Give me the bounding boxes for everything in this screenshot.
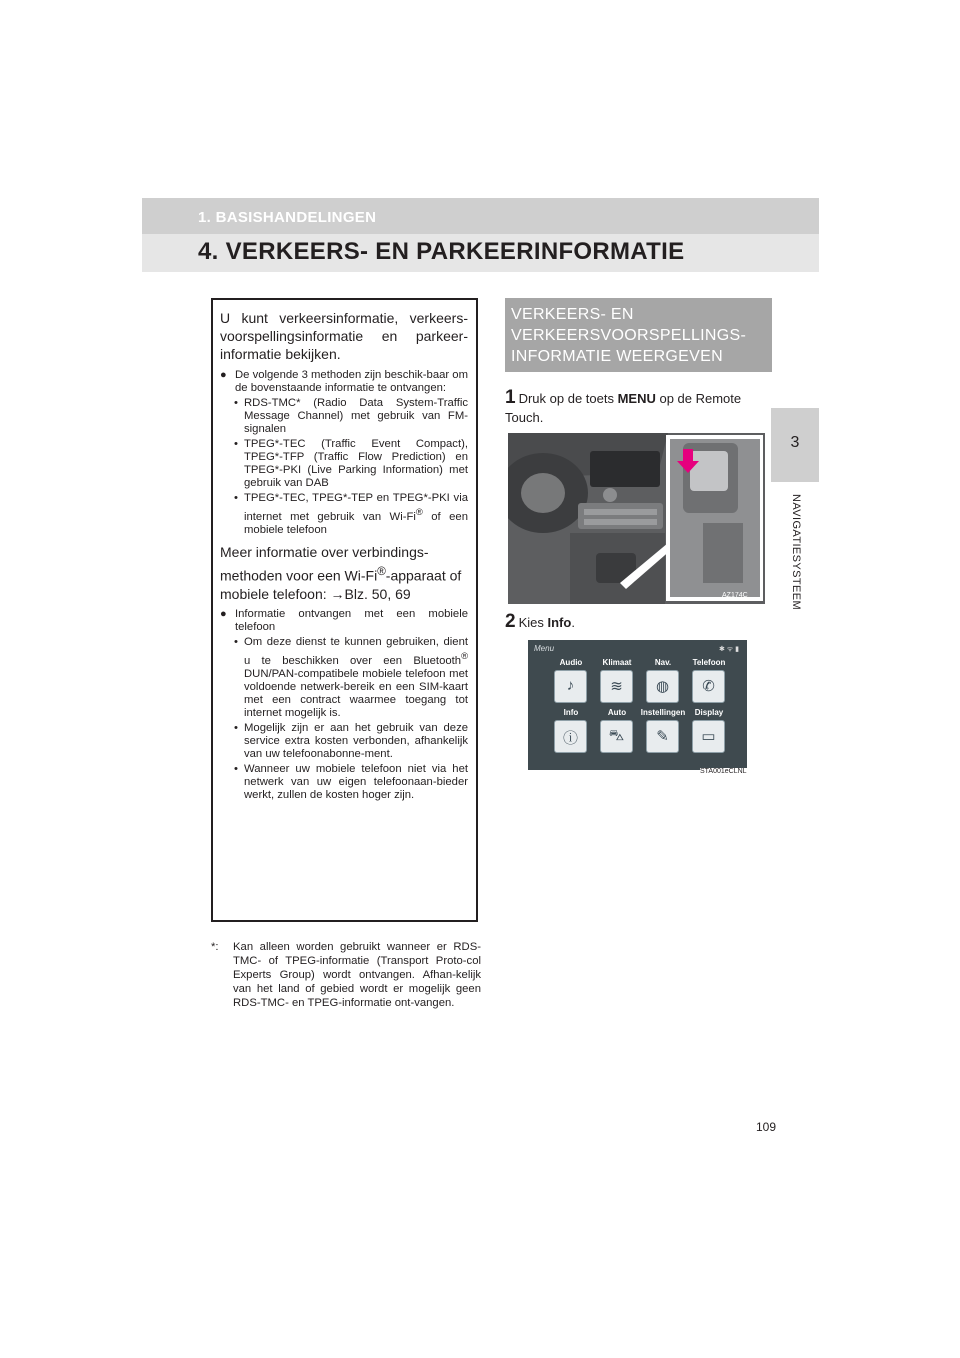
menu-button-info-tile <box>554 720 587 753</box>
registered-mark: ® <box>377 564 386 578</box>
info-intro: U kunt verkeersinformatie, verkeers-voorspellingsinformatie en parkeer-informatie bekijken. <box>220 310 468 362</box>
step-1-number: 1 <box>505 387 516 408</box>
menu-screen-title: Menu <box>534 644 555 653</box>
section-heading-line1: VERKEERS- EN <box>511 306 634 323</box>
menu-button-auto-tile <box>600 720 633 753</box>
music-note-icon: ♪ <box>566 677 575 694</box>
menu-button-instellingen-label: Instellingen <box>640 708 686 717</box>
step-1 <box>505 388 775 427</box>
page-title: 4. VERKEERS- EN PARKEERINFORMATIE <box>198 238 685 265</box>
menu-button-info[interactable] <box>551 708 591 758</box>
chapter-tab-label-text: NAVIGATIESYSTEEM <box>790 494 802 611</box>
menu-button-info-label: Info <box>563 708 579 717</box>
step-1-text: Druk op de toets <box>518 391 618 406</box>
menu-button-nav[interactable] <box>643 658 683 708</box>
info-icon: ⓘ <box>562 730 578 747</box>
screen-code-label: STA001eCLNL <box>700 768 747 775</box>
info-box <box>211 298 478 922</box>
page-number: 109 <box>756 1120 777 1134</box>
info-sub-roaming: • Wanneer uw mobiele telefoon niet via het netwerk van uw eigen telefoonaan-bieder werkt, zullen de kosten hoger zijn. <box>220 763 468 802</box>
settings-icon: ✎ <box>656 728 669 745</box>
menu-button-auto-label: Auto <box>607 708 627 717</box>
menu-button-telefoon-tile <box>692 670 725 703</box>
menu-button-audio-tile <box>554 670 587 703</box>
section-heading-line2: VERKEERSVOORSPELLINGS- <box>511 327 747 344</box>
registered-mark: ® <box>415 506 423 517</box>
info-bullet-methods: ● De volgende 3 methoden zijn beschik-baar om de bovenstaande informatie te ontvangen: <box>220 369 468 395</box>
info-sub-internet-text: TPEG*-TEC, TPEG*-TEP en TPEG*-PKI via internet met gebruik van Wi-Fi <box>244 492 468 523</box>
registered-mark: ® <box>461 650 468 662</box>
chapter-tab[interactable] <box>771 408 819 482</box>
chapter-tab-number: 3 <box>790 434 800 451</box>
chapter-title: 1. BASISHANDELINGEN <box>198 209 377 226</box>
step-2-number: 2 <box>505 611 516 632</box>
info-sub-internet <box>220 492 468 537</box>
menu-key-label: MENU <box>617 391 656 406</box>
page-header <box>142 198 819 272</box>
dashboard-illustration <box>508 433 765 604</box>
footnote-marker: *: <box>211 941 219 953</box>
info-sub-rds: • RDS-TMC* (Radio Data System-Traffic Message Channel) met gebruik van FM-signalen <box>220 397 468 436</box>
step-2-text-end: . <box>571 615 575 630</box>
menu-button-nav-label: Nav. <box>654 658 672 667</box>
section-heading-line3: INFORMATIE WEERGEVEN <box>511 348 723 365</box>
info-sub-internet-text-end: of een mobiele telefoon <box>244 510 468 536</box>
menu-button-klimaat-tile <box>600 670 633 703</box>
info-more-link[interactable]: -apparaat of mobiele telefoon: →Blz. 50, 69 <box>220 567 462 603</box>
info-sub-costs: • Mogelijk zijn er aan het gebruik van deze service extra kosten verbonden, afhankelijk van uw telefoonabonne-ment. <box>220 722 468 761</box>
phone-icon: ✆ <box>702 678 715 695</box>
menu-button-nav-tile <box>646 670 679 703</box>
info-sub-bluetooth-text-end: DUN/PAN-compatibele mobiele telefoon met voldoende netwerk-bereik en een SIM-kaart met een contract waarmee toegang tot internet mogelijk is. <box>244 668 468 720</box>
menu-button-auto[interactable] <box>597 708 637 758</box>
footnote <box>211 940 481 1010</box>
info-sub-dab: • TPEG*-TEC (Traffic Event Compact), TPEG*-TFP (Traffic Flow Prediction) en TPEG*-PKI (Live Parking Information) met gebruik van DAB <box>220 438 468 490</box>
step-2 <box>505 612 775 632</box>
menu-button-telefoon[interactable] <box>689 658 729 708</box>
step-2-text: Kies <box>518 615 548 630</box>
status-icons: ✱ ᯤ ▮ <box>719 646 739 653</box>
info-bullet-phone: ● Informatie ontvangen met een mobiele telefoon <box>220 608 468 634</box>
info-more-reference <box>220 543 468 605</box>
chapter-bar <box>142 198 819 234</box>
footnote-text: Kan alleen worden gebruikt wanneer er RDS-TMC- of TPEG-informatie (Transport Proto-col Experts Group) wordt ontvangen. Afhan-kelijk van het land of gebied wordt er mogelijk geen RDS-TMC- en TPEG-informatie ont-vangen. <box>233 941 481 1009</box>
photo-code-label: AZ174C <box>722 592 748 599</box>
section-heading <box>505 298 772 372</box>
menu-button-telefoon-label: Telefoon <box>692 658 726 667</box>
car-icon: ⛍ <box>608 727 625 744</box>
navigation-icon: ◍ <box>655 678 670 695</box>
step-1-text-end: op de Remote Touch. <box>505 391 742 425</box>
climate-icon: ≋ <box>610 678 623 695</box>
info-sub-bluetooth-text: Om deze dienst te kunnen gebruiken, dient u te beschikken over een Bluetooth <box>244 636 468 668</box>
remote-touch-photo <box>508 433 765 604</box>
menu-button-klimaat[interactable] <box>597 658 637 708</box>
display-icon: ▭ <box>701 728 716 745</box>
menu-button-audio[interactable] <box>551 658 591 708</box>
menu-button-display-tile <box>692 720 725 753</box>
menu-button-audio-label: Audio <box>559 658 583 667</box>
info-sub-bluetooth <box>220 636 468 720</box>
menu-button-klimaat-label: Klimaat <box>602 658 632 667</box>
menu-screen <box>528 640 747 770</box>
info-more-text: Meer informatie over verbindings-methoden voor een Wi-Fi <box>220 543 429 584</box>
chapter-tab-label <box>784 494 804 634</box>
menu-button-instellingen[interactable] <box>640 708 686 758</box>
menu-button-display[interactable] <box>689 708 729 758</box>
menu-button-display-label: Display <box>694 708 724 717</box>
menu-button-instellingen-tile <box>646 720 679 753</box>
info-key-label: Info <box>547 615 572 630</box>
